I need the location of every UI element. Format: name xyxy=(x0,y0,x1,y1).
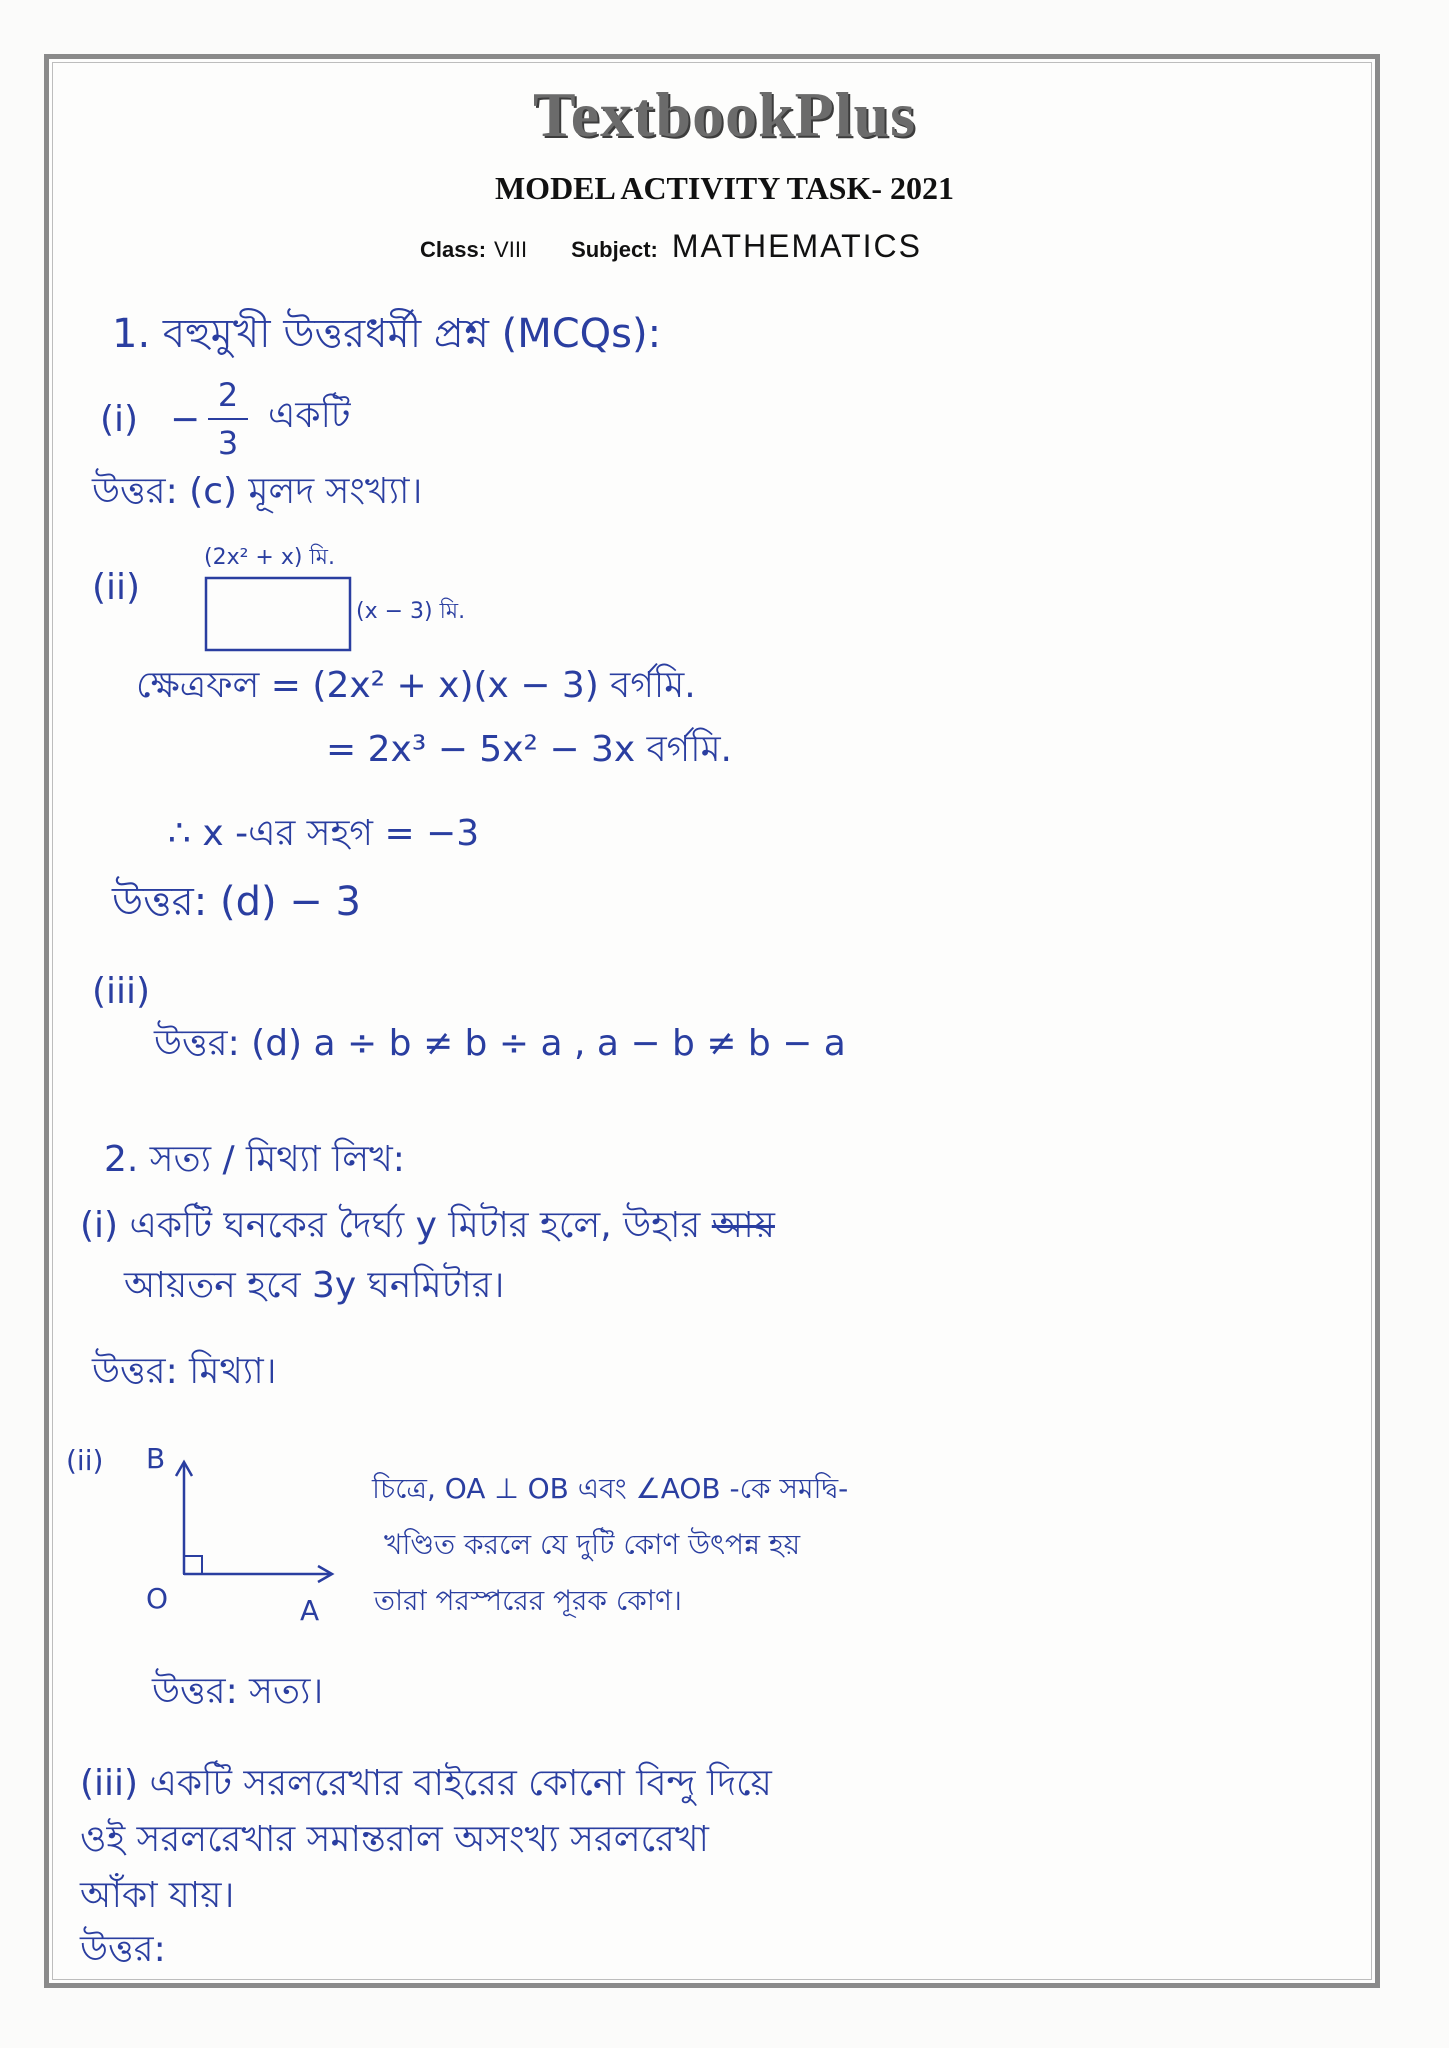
q2-heading: 2. সত্য / মিথ্যা লিখ: xyxy=(104,1139,405,1180)
q2-iii-line2: ওই সরলরেখার সমান্তরাল অসংখ্য সরলরেখা xyxy=(80,1819,709,1860)
class-value: VIII xyxy=(494,237,528,262)
q2-iii-line3: আঁকা যায়। xyxy=(80,1875,235,1916)
q1-ii-answer: উত্তর: (d) − 3 xyxy=(112,879,361,925)
right-angle-figure xyxy=(130,1456,350,1600)
q2-ii-label: (ii) xyxy=(66,1444,104,1477)
q2-i-answer: উত্তর: মিথ্যা। xyxy=(92,1351,277,1392)
q2-iii-answer: উত্তর: xyxy=(80,1929,166,1970)
q1-i-text: একটি xyxy=(268,395,351,436)
task-title: MODEL ACTIVITY TASK- 2021 xyxy=(494,170,955,206)
fraction-bar xyxy=(208,418,248,420)
q1-i-answer: উত্তর: (c) মূলদ সংখ্যা। xyxy=(92,471,423,512)
q1-ii-coefficient: ∴ x -এর সহগ = −3 xyxy=(168,813,480,854)
subject-value: MATHEMATICS xyxy=(671,228,922,264)
rectangle-side-dimension: (x − 3) মি. xyxy=(356,599,466,624)
class-label: Class: xyxy=(420,237,487,262)
q1-ii-label: (ii) xyxy=(92,567,141,608)
struck-word: আয় xyxy=(711,1205,775,1246)
point-b-label: B xyxy=(146,1442,166,1475)
q2-iii-line1: (iii) একটি সরলরেখার বাইরের কোনো বিন্দু দিয়ে xyxy=(80,1763,772,1804)
q1-ii-area-line2: = 2x³ − 5x² − 3x বর্গমি. xyxy=(326,729,733,770)
rectangle-figure xyxy=(204,576,354,654)
q2-i-line2: আয়তন হবে 3y ঘনমিটার। xyxy=(124,1265,505,1306)
q1-iii-label: (iii) xyxy=(92,971,151,1012)
fraction-numerator: 2 xyxy=(217,376,239,414)
q2-ii-line3: তারা পরস্পরের পূরক কোণ। xyxy=(374,1584,682,1617)
q1-ii-area-line1: ক্ষেত্রফল = (2x² + x)(x − 3) বর্গমি. xyxy=(136,665,696,706)
q2-i-line1 xyxy=(80,1206,775,1246)
fraction-denominator: 3 xyxy=(217,424,239,462)
brand-title: TextbookPlus xyxy=(532,79,917,150)
q2-ii-line1: চিত্রে, OA ⊥ OB এবং ∠AOB -কে সমদ্বি- xyxy=(372,1472,849,1505)
subject-label: Subject: xyxy=(571,237,658,262)
point-o-label: O xyxy=(146,1582,169,1615)
q1-i-fraction xyxy=(208,376,248,462)
rectangle-top-dimension: (2x² + x) মি. xyxy=(204,545,335,570)
q1-i-label: (i) xyxy=(100,399,139,440)
q2-i-line1-text: (i) একটি ঘনকের দৈর্ঘ্য y মিটার হলে, উহার xyxy=(80,1205,701,1246)
q1-iii-answer: উত্তর: (d) a ÷ b ≠ b ÷ a , a − b ≠ b − a xyxy=(154,1023,846,1064)
q1-heading: 1. বহুমুখী উত্তরধর্মী প্রশ্ন (MCQs): xyxy=(112,311,662,357)
q2-ii-line2: খণ্ডিত করলে যে দুটি কোণ উৎপন্ন হয় xyxy=(384,1528,801,1561)
q2-ii-answer: উত্তর: সত্য। xyxy=(152,1671,324,1712)
q1-i-minus: − xyxy=(170,399,201,440)
point-a-label: A xyxy=(300,1594,320,1627)
class-subject-line xyxy=(420,228,922,265)
